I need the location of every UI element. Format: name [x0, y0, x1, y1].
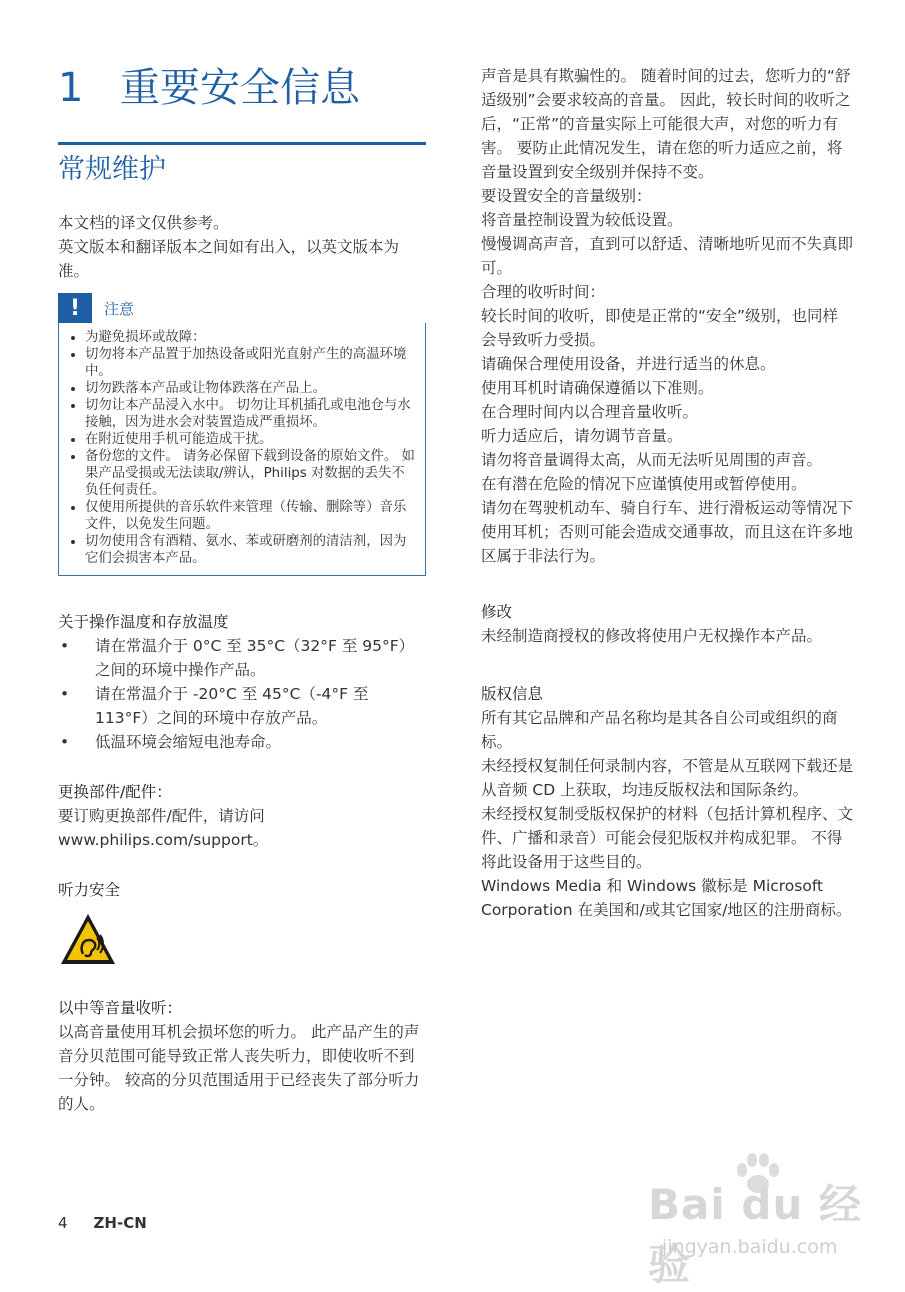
list-item: • 请在常温介于 0°C 至 35°C（32°F 至 95°F）之间的环境中操作产品。: [58, 634, 426, 682]
list-item: • 切勿使用含有酒精、氨水、苯或研磨剂的清洁剂，因为它们会损害本产品。: [85, 533, 415, 567]
paragraph: 请勿将音量调得太高，从而无法听见周围的声音。: [481, 451, 823, 469]
paragraph: 请确保合理使用设备，并进行适当的休息。: [481, 355, 776, 373]
support-url[interactable]: www.philips.com/support。: [58, 831, 269, 850]
paragraph: 合理的收听时间：: [481, 283, 606, 301]
paragraph: 请勿在驾驶机动车、骑自行车、进行滑板运动等情况下使用耳机；否则可能会造成交通事故，而且这在许多地区属于非法行为。: [481, 499, 854, 565]
caution-list: [67, 329, 415, 567]
intro-text: [58, 211, 426, 283]
hearing-warning-icon: [58, 910, 118, 970]
paragraph: 较长时间的收听，即使是正常的“安全”级别，也同样会导致听力受损。: [481, 307, 839, 349]
intro-line: 英文版本和翻译版本之间如有出入，以英文版本为准。: [58, 238, 400, 281]
moderate-volume-heading: 以中等音量收听：: [58, 999, 183, 1018]
paragraph: 声音是具有欺骗性的。 随着时间的过去，您听力的“舒适级别”会要求较高的音量。 因此，较长时间的收听之后，“正常”的音量实际上可能很大声，对您的听力有害。 要防止此情况发生，请在您的听力适应之前，将音量设置到安全级别并保持不变。: [481, 67, 851, 181]
chapter-number: 1: [58, 65, 84, 111]
caution-note-box: [58, 295, 426, 576]
right-column: [481, 64, 853, 922]
page-number: 4: [58, 1214, 68, 1232]
list-item: • 切勿让本产品浸入水中。 切勿让耳机插孔或电池仓与水接触，因为进水会对装置造成严重损坏。: [85, 397, 415, 431]
exclamation-icon: !: [58, 293, 92, 323]
modify-text: 未经制造商授权的修改将使用户无权操作本产品。: [481, 627, 823, 645]
parts-heading: 更换部件/配件：: [58, 783, 172, 802]
intro-line: 本文档的译文仅供参考。: [58, 214, 229, 233]
moderate-volume-text: 以高音量使用耳机会损坏您的听力。 此产品产生的声音分贝范围可能导致正常人丧失听力，即使收听不到一分钟。 较高的分贝范围适用于已经丧失了部分听力的人。: [58, 1023, 420, 1114]
list-item: • 切勿将本产品置于加热设备或阳光直射产生的高温环境中。: [85, 346, 415, 380]
copyright-heading: 版权信息: [481, 685, 544, 703]
caution-note-header: [58, 293, 134, 323]
section-title: 常规维护: [58, 142, 426, 189]
copyright-paragraph: 未经授权复制任何录制内容，不管是从互联网下载还是从音频 CD 上获取，均违反版权法和国际条约。: [481, 757, 854, 799]
temperature-list: [58, 634, 426, 754]
list-item: • 备份您的文件。 请务必保留下载到设备的原始文件。 如果产品受损或无法读取/辨认，Philips 对数据的丢失不负任何责任。: [85, 448, 415, 499]
copyright-paragraph: 所有其它品牌和产品名称均是其各自公司或组织的商标。: [481, 709, 838, 751]
list-item: • 请在常温介于 -20°C 至 45°C（-4°F 至 113°F）之间的环境中存放产品。: [58, 682, 426, 730]
language-code: ZH-CN: [93, 1214, 147, 1232]
baidu-watermark: [640, 1150, 870, 1289]
list-item: • 在附近使用手机可能造成干扰。: [85, 431, 415, 448]
chapter-title: [58, 60, 426, 116]
hearing-heading: 听力安全: [58, 881, 121, 900]
list-item: • 低温环境会缩短电池寿命。: [58, 730, 426, 754]
copyright-paragraph: Windows Media 和 Windows 徽标是 Microsoft Corporation 在美国和/或其它国家/地区的注册商标。: [481, 877, 852, 919]
paragraph: 将音量控制设置为较低设置。: [481, 211, 683, 229]
list-item: • 为避免损坏或故障：: [85, 329, 415, 346]
page-footer: [58, 1214, 147, 1232]
paragraph: 在有潜在危险的情况下应谨慎使用或暂停使用。: [481, 475, 807, 493]
copyright-paragraph: 未经授权复制受版权保护的材料（包括计算机程序、文件、广播和录音）可能会侵犯版权并构成犯罪。 不得将此设备用于这些目的。: [481, 805, 854, 871]
watermark-url: jingyan.baidu.com: [662, 1236, 838, 1258]
left-column: [58, 60, 426, 1116]
caution-note-title: 注意: [104, 299, 135, 318]
paragraph: 听力适应后，请勿调节音量。: [481, 427, 683, 445]
paragraph: 要设置安全的音量级别：: [481, 187, 652, 205]
list-item: • 切勿跌落本产品或让物体跌落在产品上。: [85, 380, 415, 397]
paragraph: 在合理时间内以合理音量收听。: [481, 403, 699, 421]
temperature-heading: 关于操作温度和存放温度: [58, 613, 229, 632]
list-item: • 仅使用所提供的音乐软件来管理（传输、删除等）音乐文件，以免发生问题。: [85, 499, 415, 533]
parts-text: 要订购更换部件/配件，请访问: [58, 807, 265, 826]
chapter-name: 重要安全信息: [120, 65, 360, 111]
paragraph: 使用耳机时请确保遵循以下准则。: [481, 379, 714, 397]
modify-heading: 修改: [481, 603, 513, 621]
watermark-brand: Bai du 经验: [648, 1180, 862, 1289]
paragraph: 慢慢调高声音，直到可以舒适、清晰地听见而不失真即可。: [481, 235, 854, 277]
